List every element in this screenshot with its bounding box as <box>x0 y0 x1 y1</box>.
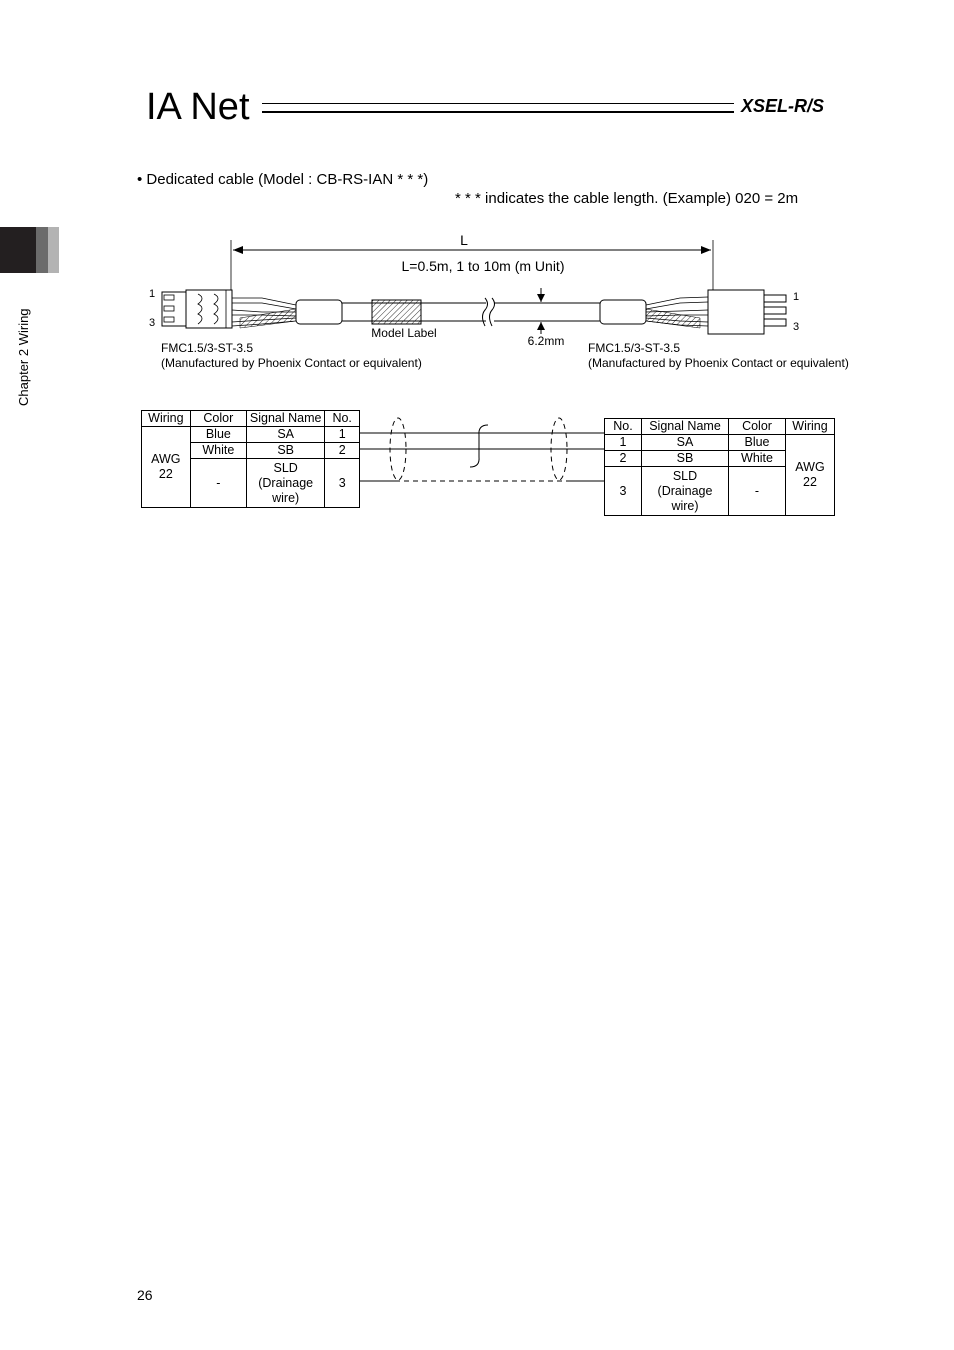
left-connector-maker: (Manufactured by Phoenix Contact or equivalent) <box>161 356 422 370</box>
cell-signal: SB <box>247 443 325 459</box>
cell-signal-line: (Drainage <box>258 475 314 490</box>
length-symbol: L <box>460 232 468 248</box>
cell-wiring-awg: AWG <box>151 452 181 466</box>
right-connector-part: FMC1.5/3-ST-3.5 <box>588 341 681 355</box>
cell-wiring <box>786 435 835 516</box>
right-pin-3: 3 <box>793 321 800 333</box>
header-signal: Signal Name <box>642 419 729 435</box>
header-no: No. <box>325 411 360 427</box>
diameter-arrow-bottom <box>537 322 545 330</box>
header-color: Color <box>729 419 786 435</box>
model-label-band <box>372 300 421 324</box>
cell-no: 1 <box>325 427 360 443</box>
cell-signal: SA <box>247 427 325 443</box>
right-connector-maker: (Manufactured by Phoenix Contact or equivalent) <box>588 356 849 370</box>
cell-signal: SB <box>642 451 729 467</box>
cell-color: White <box>729 451 786 467</box>
cell-no: 3 <box>605 467 642 516</box>
model-name: XSEL-R/S <box>741 96 825 116</box>
cell-signal-line: wire) <box>671 498 699 513</box>
left-pin-1: 1 <box>149 288 156 300</box>
right-sleeve <box>600 300 646 324</box>
header-color: Color <box>190 411 246 427</box>
cell-signal-line: SLD <box>672 468 698 483</box>
cell-wiring-gauge: 22 <box>803 475 817 489</box>
model-label-text: Model Label <box>371 326 437 340</box>
header-signal: Signal Name <box>247 411 325 427</box>
cell-no: 1 <box>605 435 642 451</box>
length-text: L=0.5m, 1 to 10m (m Unit) <box>401 258 565 274</box>
diameter-text: 6.2mm <box>527 334 565 348</box>
cell-color: - <box>729 467 786 516</box>
right-connector <box>708 290 786 334</box>
left-connector-part: FMC1.5/3-ST-3.5 <box>161 341 254 355</box>
cell-signal-line: wire) <box>272 490 300 505</box>
cable-model-text: • Dedicated cable (Model : CB-RS-IAN * * *) <box>137 171 429 188</box>
header-wiring: Wiring <box>142 411 191 427</box>
header-no: No. <box>605 419 642 435</box>
dim-arrow-left <box>233 246 243 254</box>
cell-signal: SA <box>642 435 729 451</box>
cell-no: 3 <box>325 459 360 508</box>
chapter-label: Chapter 2 Wiring <box>16 308 31 406</box>
break-mark-right <box>490 298 495 326</box>
cell-no: 2 <box>325 443 360 459</box>
break-mark-left <box>483 298 488 326</box>
left-connector <box>162 290 232 328</box>
cell-no: 2 <box>605 451 642 467</box>
cell-signal <box>247 459 325 508</box>
cell-wiring-gauge: 22 <box>158 467 173 481</box>
dim-arrow-right <box>701 246 711 254</box>
cell-signal-line: (Drainage <box>657 483 713 498</box>
header-wiring: Wiring <box>786 419 835 435</box>
left-wiring-table <box>141 410 360 508</box>
section-title: IA Net <box>146 86 250 128</box>
cell-signal <box>642 467 729 516</box>
right-wiring-table <box>604 418 835 516</box>
cell-color: Blue <box>729 435 786 451</box>
cell-wiring <box>142 427 191 508</box>
left-pin-3: 3 <box>149 317 156 329</box>
cell-wiring-awg: AWG <box>795 460 825 474</box>
cell-color: White <box>190 443 246 459</box>
page-number: 26 <box>137 1287 153 1303</box>
cell-color: - <box>190 459 246 508</box>
cell-color: Blue <box>190 427 246 443</box>
cell-signal-line: SLD <box>273 460 298 475</box>
right-drain-hatch <box>646 309 700 328</box>
left-sleeve <box>296 300 342 324</box>
diameter-arrow-top <box>537 294 545 302</box>
right-pin-1: 1 <box>793 291 800 303</box>
cable-length-note: * * * indicates the cable length. (Example) 020 = 2m <box>455 190 799 207</box>
